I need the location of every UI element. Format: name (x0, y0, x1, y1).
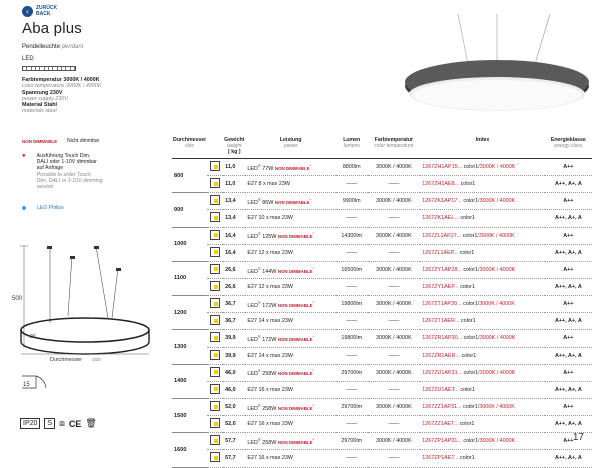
color-temp-cell: —— (368, 244, 421, 261)
energy-class-cell: A++ (545, 261, 592, 278)
dim-line: DALI oder 1-10V dimmbar (36, 159, 97, 166)
lumen-cell: 8800lm (336, 159, 368, 176)
lumen-cell: 29700lm (336, 364, 368, 381)
table-header (172, 136, 592, 159)
weight-cell: 13,4 (223, 210, 245, 227)
lumen-cell: 14300lm (336, 227, 368, 244)
ceiling-mount-icon (210, 161, 220, 171)
power-cell: E27 8 x max 23W (245, 176, 336, 193)
variant-symbol (207, 347, 223, 364)
table-row (172, 364, 592, 381)
lumen-cell: —— (336, 347, 368, 364)
energy-class-cell: A++, A+, A (545, 450, 592, 467)
ceiling-mount-icon (210, 281, 220, 291)
variant-symbol (207, 176, 223, 193)
color-temp-cell: 3000K / 4000K (368, 433, 421, 450)
safety-s-icon: S (44, 418, 55, 429)
lumen-cell: —— (336, 244, 368, 261)
energy-class-cell: A++ (545, 159, 592, 176)
col-power: Leistung power (245, 136, 336, 159)
asterisk-icon: * (312, 402, 315, 408)
power-cell: LED® 144W NON DIMMABLE* (245, 261, 336, 278)
dim-line: Ausführung Touch Dim, (36, 153, 91, 159)
non-dimmable-badge: NON DIMMABLE (277, 234, 313, 240)
led-label: LED (22, 56, 34, 62)
non-dimmable-badge: NON DIMMABLE (277, 336, 313, 342)
bullet-icon: ● (22, 153, 26, 159)
energy-class-cell: A++ (545, 227, 592, 244)
power-cell: E27 12 x max 23W (245, 278, 336, 295)
color-temp-cell: 3000K / 4000K (368, 398, 421, 415)
index-cell[interactable]: 1267ZK1AP17... color1/3000K / 4000K (420, 193, 544, 210)
page-number: 17 (572, 432, 584, 443)
non-dimmable-badge: NON DIMMABLE (22, 138, 58, 144)
table-row (172, 210, 592, 227)
ceiling-mount-icon (210, 350, 220, 360)
dim-trans: Dim, DALI or 1-10V dimming (36, 177, 103, 184)
variant-symbol (207, 313, 223, 330)
led-asterisk-icon: ® (257, 162, 261, 168)
index-cell[interactable]: 1267ZR1AP30... color1/3000K / 4000K (420, 330, 544, 347)
energy-class-cell: A++ (545, 296, 592, 313)
weight-cell: 39,9 (223, 347, 245, 364)
size-cell: 1400 (172, 364, 207, 398)
ce-mark-icon: CE (68, 418, 82, 429)
index-cell[interactable]: 1267ZH1AP15... color1/3000K / 4000K (420, 159, 544, 176)
asterisk-icon: * (312, 231, 315, 237)
asterisk-icon: * (312, 436, 315, 442)
non-dimmable-badge: NON DIMMABLE (277, 268, 313, 274)
lumen-cell: —— (336, 416, 368, 433)
index-cell[interactable]: 1267ZL1AP27... color1/3000K / 4000K (420, 227, 544, 244)
non-dimmable-badge: NON DIMMABLE (274, 165, 310, 171)
ceiling-mount-icon (210, 247, 220, 257)
asterisk-icon: * (312, 334, 315, 340)
scale-bar (22, 66, 76, 71)
power-cell: E27 16 x max 23W (245, 381, 336, 398)
color-temp-cell: 3000K / 4000K (368, 227, 421, 244)
variant-symbol (207, 433, 223, 450)
dim-line: auf Anfrage (36, 165, 64, 172)
certifications (20, 418, 97, 429)
index-cell[interactable]: 1267ZH1AE8... color1 (420, 176, 544, 193)
size-cell: 1500 (172, 398, 207, 432)
dim-trans: version (36, 184, 54, 191)
lumen-cell: —— (336, 313, 368, 330)
weight-cell: 36,7 (223, 296, 245, 313)
table-row (172, 381, 592, 398)
lumen-cell: 16500lm (336, 261, 368, 278)
index-cell[interactable]: 1267ZU1AP31... color1/3000K / 4000K (420, 364, 544, 381)
weight-cell: 46,0 (223, 364, 245, 381)
col-weight: Gewicht weight [ kg ] (223, 136, 245, 159)
color-temp-cell: 3000K / 4000K (368, 330, 421, 347)
height-label: 500 (12, 296, 23, 302)
table-row (172, 330, 592, 347)
color-temp-cell: 3000K / 4000K (368, 159, 421, 176)
angle-label: 15 (23, 382, 30, 388)
variant-symbol (207, 159, 223, 176)
size-cell: 1600 (172, 433, 207, 467)
variant-symbol (207, 364, 223, 381)
color-temp-cell: —— (368, 347, 421, 364)
energy-class-cell: A++, A+, A (545, 244, 592, 261)
led-asterisk-icon: ® (257, 368, 261, 374)
power-cell: LED® 258W NON DIMMABLE* (245, 364, 336, 381)
variant-symbol (207, 416, 223, 433)
index-cell[interactable]: 1267ZK1AEL... color1 (420, 210, 544, 227)
energy-class-cell: A++ (545, 398, 592, 415)
index-cell[interactable]: 1267ZY1AP28... color1/3000K / 4000K (420, 261, 544, 278)
table-row (172, 227, 592, 244)
weight-cell: 11,0 (223, 176, 245, 193)
size-cell: 1000 (172, 227, 207, 261)
variant-symbol (207, 330, 223, 347)
index-cell[interactable]: 1267ZR1AER... color1 (420, 347, 544, 364)
variant-symbol (207, 244, 223, 261)
ceiling-mount-icon (210, 195, 220, 205)
energy-class-cell: A++ (545, 433, 592, 450)
lumen-cell: —— (336, 176, 368, 193)
table-row (172, 244, 592, 261)
asterisk-icon: * (312, 265, 315, 271)
energy-class-cell: A++ (545, 330, 592, 347)
lumen-cell: 19800lm (336, 330, 368, 347)
energy-class-cell: A++ (545, 364, 592, 381)
variant-symbol (207, 193, 223, 210)
table-row (172, 261, 592, 278)
weight-cell: 13,4 (223, 193, 245, 210)
col-energy: Energieklasse energy class (545, 136, 592, 159)
non-dimmable-badge: NON DIMMABLE (277, 302, 313, 308)
non-dimmable-text: Nicht dimmbar (67, 138, 100, 144)
lumen-cell: —— (336, 278, 368, 295)
power-cell: E27 10 x max 23W (245, 210, 336, 227)
table-row (172, 296, 592, 313)
weee-bin-icon: 🗑 (85, 418, 97, 428)
led-philips-note (22, 205, 64, 211)
ceiling-mount-icon (210, 401, 220, 411)
lumen-cell: —— (336, 450, 368, 467)
col-index: Index (420, 136, 544, 159)
non-dimmable-note (22, 138, 99, 144)
table-row (172, 416, 592, 433)
energy-class-cell: A++, A+, A (545, 176, 592, 193)
asterisk-icon: * (312, 299, 315, 305)
weight-cell: 26,6 (223, 278, 245, 295)
lumen-cell: 29700lm (336, 398, 368, 415)
weight-cell: 39,9 (223, 330, 245, 347)
back-label-en: BACK (36, 10, 51, 17)
size-cell: 1300 (172, 330, 207, 364)
product-image (400, 14, 595, 126)
spec-list (22, 77, 101, 115)
back-link[interactable] (22, 6, 57, 17)
table-row (172, 176, 592, 193)
dim-trans: Possible to order Touch (36, 171, 91, 178)
ceiling-mount-icon (210, 230, 220, 240)
spec-color-temp: Farbtemperatur 3000K / 4000K (22, 77, 100, 83)
dimming-option (22, 153, 103, 190)
ceiling-mount-icon (210, 315, 220, 325)
non-dimmable-badge: NON DIMMABLE (277, 371, 313, 377)
power-cell: E27 16 x max 23W (245, 416, 336, 433)
ceiling-mount-icon (210, 212, 220, 222)
variant-symbol (207, 450, 223, 467)
product-type-de: Pendelleuchte (22, 44, 61, 50)
ceiling-mount-icon (210, 435, 220, 445)
power-cell: LED® 172W NON DIMMABLE* (245, 330, 336, 347)
energy-class-cell: A++, A+, A (545, 381, 592, 398)
variant-symbol (207, 381, 223, 398)
power-cell: E27 16 x max 23W (245, 450, 336, 467)
power-cell: LED® 258W NON DIMMABLE* (245, 398, 336, 415)
led-asterisk-icon: ® (257, 196, 261, 202)
back-label: ZURÜCK (36, 5, 58, 11)
color-temp-cell: —— (368, 210, 421, 227)
led-asterisk-icon: ® (257, 334, 261, 340)
table-row (172, 433, 592, 450)
product-type-en: pendant (61, 44, 84, 50)
weight-cell: 16,4 (223, 244, 245, 261)
power-cell: LED® 125W NON DIMMABLE* (245, 227, 336, 244)
index-cell[interactable]: 1267ZP1AP31... color1/3000K / 4000K (420, 433, 544, 450)
weight-cell: 26,6 (223, 261, 245, 278)
led-philips-text: LED Philips (37, 205, 64, 211)
power-cell: LED® 172W NON DIMMABLE* (245, 296, 336, 313)
ceiling-mount-icon (210, 452, 220, 462)
ceiling-mount-icon (210, 418, 220, 428)
power-cell: LED® 86W NON DIMMABLE* (245, 193, 336, 210)
power-cell: E27 14 x max 23W (245, 313, 336, 330)
table-row (172, 193, 592, 210)
weight-cell: 16,4 (223, 227, 245, 244)
power-cell: LED® 77W NON DIMMABLE* (245, 159, 336, 176)
col-size: Durchmesser size (172, 136, 207, 159)
power-cell: LED® 258W NON DIMMABLE* (245, 433, 336, 450)
variant-symbol (207, 210, 223, 227)
led-asterisk-icon: ® (257, 299, 261, 305)
power-cell: E27 14 x max 23W (245, 347, 336, 364)
weight-cell: 52,0 (223, 416, 245, 433)
table-row (172, 313, 592, 330)
non-dimmable-badge: NON DIMMABLE (277, 405, 313, 411)
variant-symbol (207, 296, 223, 313)
ceiling-mount-icon (210, 264, 220, 274)
table-row (172, 159, 592, 176)
color-temp-cell: 3000K / 4000K (368, 364, 421, 381)
col-color-temp: Farbtemperatur color temperature (368, 136, 421, 159)
asterisk-icon: * (309, 162, 312, 168)
asterisk-icon: * (312, 368, 315, 374)
ceiling-mount-icon (210, 178, 220, 188)
weight-cell: 46,0 (223, 381, 245, 398)
product-table (172, 136, 592, 468)
spec-voltage: Spannung 230V (22, 89, 63, 96)
variant-symbol (207, 278, 223, 295)
asterisk-icon: * (309, 196, 312, 202)
depth-label: 90 (30, 334, 36, 340)
index-cell[interactable]: 1267ZY1AEP... color1 (420, 278, 544, 295)
energy-class-cell: A++, A+, A (545, 313, 592, 330)
weight-cell: 57,7 (223, 433, 245, 450)
spec-material-en: materials steel (22, 108, 57, 115)
energy-class-cell: A++, A+, A (545, 278, 592, 295)
color-temp-cell: —— (368, 450, 421, 467)
spec-color-temp-en: color temperature 3000K / 4000K (22, 83, 102, 90)
index-cell[interactable]: 1267ZL1AEP... color1 (420, 244, 544, 261)
size-cell: 1100 (172, 261, 207, 295)
weight-cell: 36,7 (223, 313, 245, 330)
table-row (172, 347, 592, 364)
chevron-left-icon: ‹ (22, 6, 33, 17)
lumen-cell: 29700lm (336, 433, 368, 450)
index-cell[interactable]: 1267ZP1AET... color1 (420, 450, 544, 467)
index-cell[interactable]: 1267ZT1AP30... color1/3000K / 4000K (420, 296, 544, 313)
page-title: Aba plus (22, 20, 82, 37)
color-temp-cell: —— (368, 381, 421, 398)
ip-rating-icon: IP20 (20, 418, 40, 429)
weight-cell: 57,7 (223, 450, 245, 467)
color-temp-cell: —— (368, 278, 421, 295)
variant-symbol (207, 398, 223, 415)
size-cell: 1200 (172, 296, 207, 330)
dimension-drawing (10, 238, 160, 398)
energy-class-cell: A++, A+, A (545, 347, 592, 364)
non-dimmable-badge: NON DIMMABLE (274, 199, 310, 205)
lumen-cell: —— (336, 210, 368, 227)
color-temp-cell: —— (368, 313, 421, 330)
index-cell[interactable]: 1267ZZ1AET... color1 (420, 416, 544, 433)
diameter-label: Durchmesser (50, 357, 83, 363)
power-cell: E27 12 x max 23W (245, 244, 336, 261)
spec-voltage-en: power supply 230V (22, 95, 68, 102)
spec-material: Material Stahl (22, 102, 58, 109)
size-cell: 900 (172, 193, 207, 227)
lumen-cell: 9900lm (336, 193, 368, 210)
lumen-cell: 19800lm (336, 296, 368, 313)
energy-class-cell: A++, A+, A (545, 210, 592, 227)
energy-class-cell: A++, A+, A (545, 416, 592, 433)
led-dot-icon (22, 206, 26, 210)
col-lumen: Lumen lumens (336, 136, 368, 159)
size-cell: 800 (172, 159, 207, 193)
table-row (172, 278, 592, 295)
diameter-trans: size (92, 357, 101, 363)
led-asterisk-icon: ® (257, 436, 261, 442)
col-symbol (207, 136, 223, 159)
index-cell[interactable]: 1267ZZ1AP31... color1/3000K / 4000K (420, 398, 544, 415)
ceiling-mount-icon (210, 384, 220, 394)
table-row (172, 398, 592, 415)
table-row (172, 450, 592, 467)
variant-symbol (207, 261, 223, 278)
weight-cell: 11,0 (223, 159, 245, 176)
ceiling-mount-icon (210, 298, 220, 308)
color-temp-cell: 3000K / 4000K (368, 261, 421, 278)
index-cell[interactable]: 1267ZT1AER... color1 (420, 313, 544, 330)
lumen-cell: —— (336, 381, 368, 398)
color-temp-cell: —— (368, 176, 421, 193)
led-asterisk-icon: ® (257, 265, 261, 271)
weight-cell: 52,0 (223, 398, 245, 415)
color-temp-cell: 3000K / 4000K (368, 296, 421, 313)
color-temp-cell: 3000K / 4000K (368, 193, 421, 210)
variant-symbol (207, 227, 223, 244)
color-temp-cell: —— (368, 416, 421, 433)
index-cell[interactable]: 1267ZU1AET... color1 (420, 381, 544, 398)
non-dimmable-badge: NON DIMMABLE (277, 439, 313, 445)
energy-class-cell: A++ (545, 193, 592, 210)
product-type (22, 44, 83, 50)
led-asterisk-icon: ® (257, 402, 261, 408)
ceiling-mount-icon (210, 367, 220, 377)
ceiling-mount-icon (210, 332, 220, 342)
led-asterisk-icon: ® (257, 231, 261, 237)
class2-icon: ⧈ (59, 418, 65, 428)
